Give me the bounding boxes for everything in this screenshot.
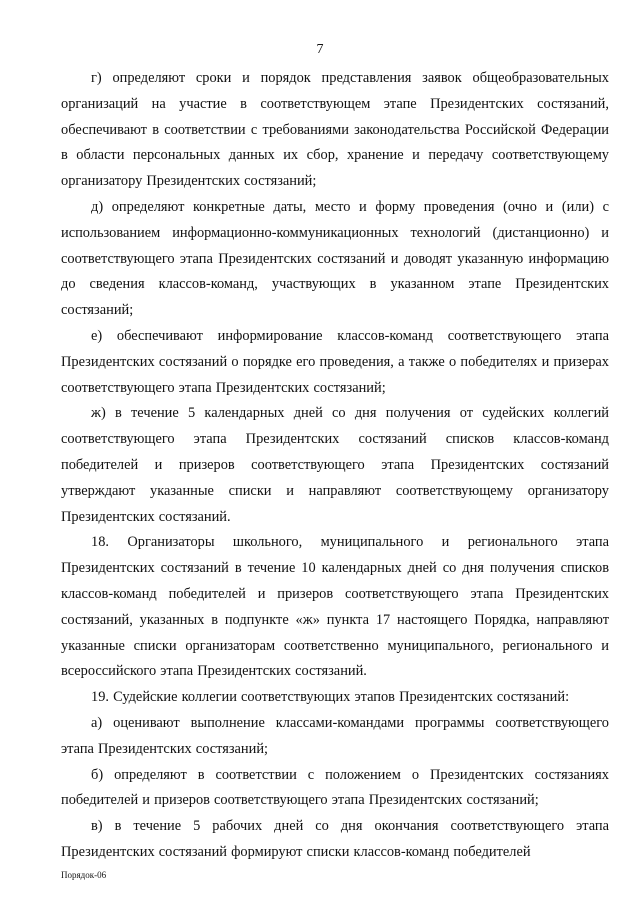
paragraph-19v: в) в течение 5 рабочих дней со дня окончания соответствующего этапа Президентских состязаний формируют списки классов-команд победителей (61, 818, 609, 860)
paragraph-17d: д) определяют конкретные даты, место и форму проведения (очно и (или) с использованием информационно-коммуникационных технологий (дистанционно) и соответствующего этапа Президентских состязаний и доводят указанную информацию до сведения классов-команд, участвующих в указанном этапе Президентских состязаний; (61, 198, 609, 319)
paragraph-19a: а) оценивают выполнение классами-командами программы соответствующего этапа Президентских состязаний; (61, 714, 609, 757)
paragraph-18: 18. Организаторы школьного, муниципального и регионального этапа Президентских состязаний в течение 10 календарных дней со дня получения списков классов-команд победителей и призеров соответствующего этапа Президентских состязаний, указанных в подпункте «ж» пункта 17 настоящего Порядка, направляют указанные списки организаторам соответственно муниципального, регионального и всероссийского этапа Президентских состязаний. (61, 534, 609, 680)
document-footer-code: Порядок-06 (61, 870, 107, 880)
paragraph-17zh: ж) в течение 5 календарных дней со дня получения от судейских коллегий соответствующего этапа Президентских состязаний списков классов-команд победителей и призеров соответствующего этапа Президентских состязаний утверждают указанные списки и направляют соответствующему организатору Президентских состязаний. (61, 405, 609, 525)
paragraph-19: 19. Судейские коллегии соответствующих этапов Президентских состязаний: (91, 689, 570, 706)
document-body (61, 66, 609, 866)
paragraph-19b: б) определяют в соответствии с положением о Президентских состязаниях победителей и призеров соответствующего этапа Президентских состязаний; (61, 766, 609, 809)
page-number: 7 (316, 42, 324, 57)
paragraph-17e: е) обеспечивают информирование классов-команд соответствующего этапа Президентских состязаний о порядке его проведения, а также о победителях и призерах соответствующего этапа Президентских состязаний; (61, 327, 609, 396)
paragraph-17g: г) определяют сроки и порядок представления заявок общеобразовательных организаций на участие в соответствующем этапе Президентских состязаний, обеспечивают в соответствии с требованиями законодательства Российской Федерации в области персональных данных их сбор, хранение и передачу соответствующему организатору Президентских состязаний; (61, 70, 609, 190)
